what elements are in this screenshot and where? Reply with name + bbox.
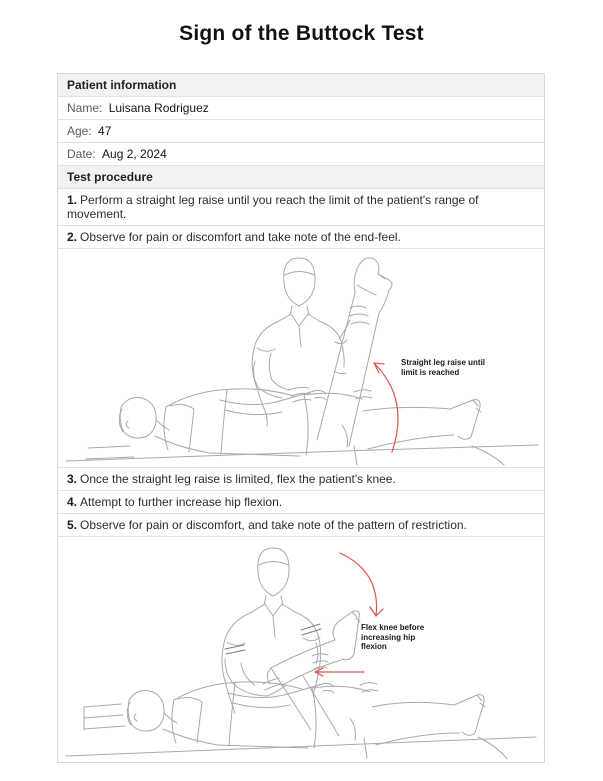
procedure-step-4 xyxy=(58,490,544,513)
field-value-name: Luisana Rodriguez xyxy=(108,101,209,115)
procedure-step-2 xyxy=(58,225,544,248)
field-value-date: Aug 2, 2024 xyxy=(102,147,167,161)
test-form-table xyxy=(57,73,545,763)
treatment-table xyxy=(66,445,538,465)
annotation-line: Flex knee before xyxy=(361,623,425,632)
step-number: 4. xyxy=(67,495,78,509)
field-row-name xyxy=(58,96,544,119)
hip-flexion-left-arrow-icon xyxy=(315,668,364,676)
step-text: Perform a straight leg raise until you reach the limit of the patient's range of movement. xyxy=(67,193,479,221)
procedure-step-5 xyxy=(58,513,544,536)
annotation-line: increasing hip xyxy=(361,632,416,642)
knee-flexion-illustration xyxy=(58,537,546,762)
field-label-name: Name: xyxy=(67,101,103,115)
step-number: 1. xyxy=(67,193,78,207)
procedure-step-1 xyxy=(58,188,544,225)
field-value-age: 47 xyxy=(98,124,112,138)
field-row-date xyxy=(58,142,544,165)
field-label-age: Age: xyxy=(67,124,92,138)
annotation-line: limit is reached xyxy=(401,367,460,377)
section-header-test-procedure xyxy=(58,165,544,188)
figure-annotation xyxy=(361,623,436,652)
figure-annotation xyxy=(401,358,496,377)
procedure-step-3 xyxy=(58,467,544,490)
field-row-age xyxy=(58,119,544,142)
annotation-line: flexion xyxy=(361,642,387,651)
step-text: Observe for pain or discomfort and take note of the end-feel. xyxy=(80,230,401,244)
treatment-table xyxy=(66,704,536,759)
flex-knee-curved-arrow-icon xyxy=(340,553,383,616)
page-title: Sign of the Buttock Test xyxy=(179,22,424,45)
figure-knee-flexion xyxy=(58,536,544,762)
step-text: Attempt to further increase hip flexion. xyxy=(80,495,283,509)
step-number: 3. xyxy=(67,472,78,486)
figure-straight-leg-raise xyxy=(58,248,544,467)
section-header-patient-information xyxy=(58,74,544,96)
step-text: Observe for pain or discomfort, and take note of the pattern of restriction. xyxy=(80,518,467,532)
annotation-line: Straight leg raise until xyxy=(401,358,486,367)
step-number: 2. xyxy=(67,230,78,244)
step-number: 5. xyxy=(67,518,78,532)
step-text: Once the straight leg raise is limited, flex the patient's knee. xyxy=(80,472,396,486)
section-label: Test procedure xyxy=(67,170,153,184)
patient-figure xyxy=(119,258,481,456)
therapist-figure xyxy=(252,258,369,426)
field-label-date: Date: xyxy=(67,147,96,161)
section-label: Patient information xyxy=(67,78,177,92)
